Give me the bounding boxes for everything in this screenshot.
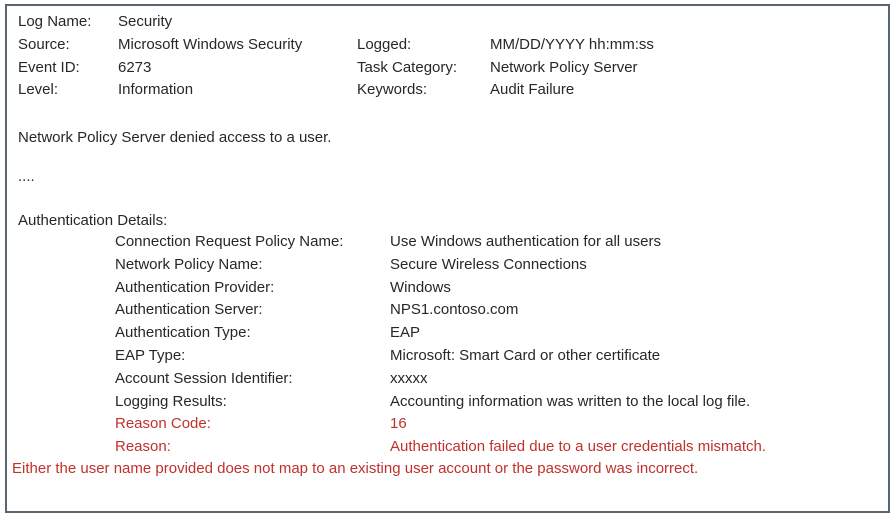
field-value: NPS1.contoso.com xyxy=(390,301,519,319)
header-row-event-id xyxy=(0,57,896,80)
event-id-label: Event ID: xyxy=(18,58,80,76)
field-value: Windows xyxy=(390,278,451,296)
field-value: Microsoft: Smart Card or other certificate xyxy=(390,346,661,364)
field-label: Reason Code: xyxy=(115,415,211,433)
header-row-level xyxy=(0,79,896,102)
field-label: Network Policy Name: xyxy=(115,255,263,273)
field-value: 16 xyxy=(390,415,407,433)
header-row-log-name xyxy=(0,11,896,34)
event-header xyxy=(0,11,896,102)
field-label: Authentication Type: xyxy=(115,324,251,342)
detail-row-connection-request-policy xyxy=(0,231,896,254)
detail-row-reason xyxy=(0,436,896,459)
task-category-value: Network Policy Server xyxy=(490,58,638,76)
event-id-value: 6273 xyxy=(118,58,152,76)
detail-row-account-session-identifier xyxy=(0,368,896,391)
auth-details-heading: Authentication Details: xyxy=(18,212,168,229)
field-value: EAP xyxy=(390,324,421,342)
detail-row-authentication-server xyxy=(0,299,896,322)
source-label: Source: xyxy=(18,35,70,53)
keywords-label: Keywords: xyxy=(357,81,428,99)
field-label: Account Session Identifier: xyxy=(115,369,293,387)
field-value: xxxxx xyxy=(390,369,428,387)
reason-explanation-note: Either the user name provided does not map to an existing user account or the password was incorrect. xyxy=(12,460,699,477)
level-label: Level: xyxy=(18,81,59,99)
detail-row-reason-code xyxy=(0,413,896,436)
field-label: Authentication Provider: xyxy=(115,278,275,296)
field-label: EAP Type: xyxy=(115,346,186,364)
field-label: Connection Request Policy Name: xyxy=(115,233,344,250)
detail-row-eap-type xyxy=(0,345,896,368)
field-value: Use Windows authentication for all users xyxy=(390,233,661,250)
detail-row-authentication-type xyxy=(0,322,896,345)
detail-row-logging-results xyxy=(0,391,896,414)
log-name-label: Log Name: xyxy=(18,13,92,30)
field-label: Logging Results: xyxy=(115,392,227,410)
detail-row-network-policy-name xyxy=(0,254,896,277)
source-value: Microsoft Windows Security xyxy=(118,35,303,53)
field-value: Accounting information was written to the local log file. xyxy=(390,392,751,410)
task-category-label: Task Category: xyxy=(357,58,458,76)
field-value: Secure Wireless Connections xyxy=(390,255,587,273)
field-label: Authentication Server: xyxy=(115,301,263,319)
detail-row-authentication-provider xyxy=(0,277,896,300)
keywords-value: Audit Failure xyxy=(490,81,575,99)
logged-label: Logged: xyxy=(357,35,412,53)
auth-details-list xyxy=(0,231,896,459)
field-value: Authentication failed due to a user credentials mismatch. xyxy=(390,438,767,456)
field-label: Reason: xyxy=(115,438,171,456)
event-message: Network Policy Server denied access to a user. xyxy=(18,129,332,146)
level-value: Information xyxy=(118,81,194,99)
ellipsis-text: .... xyxy=(18,168,35,185)
header-row-source xyxy=(0,34,896,57)
logged-value: MM/DD/YYYY hh:mm:ss xyxy=(490,35,654,53)
log-name-value: Security xyxy=(118,13,173,30)
